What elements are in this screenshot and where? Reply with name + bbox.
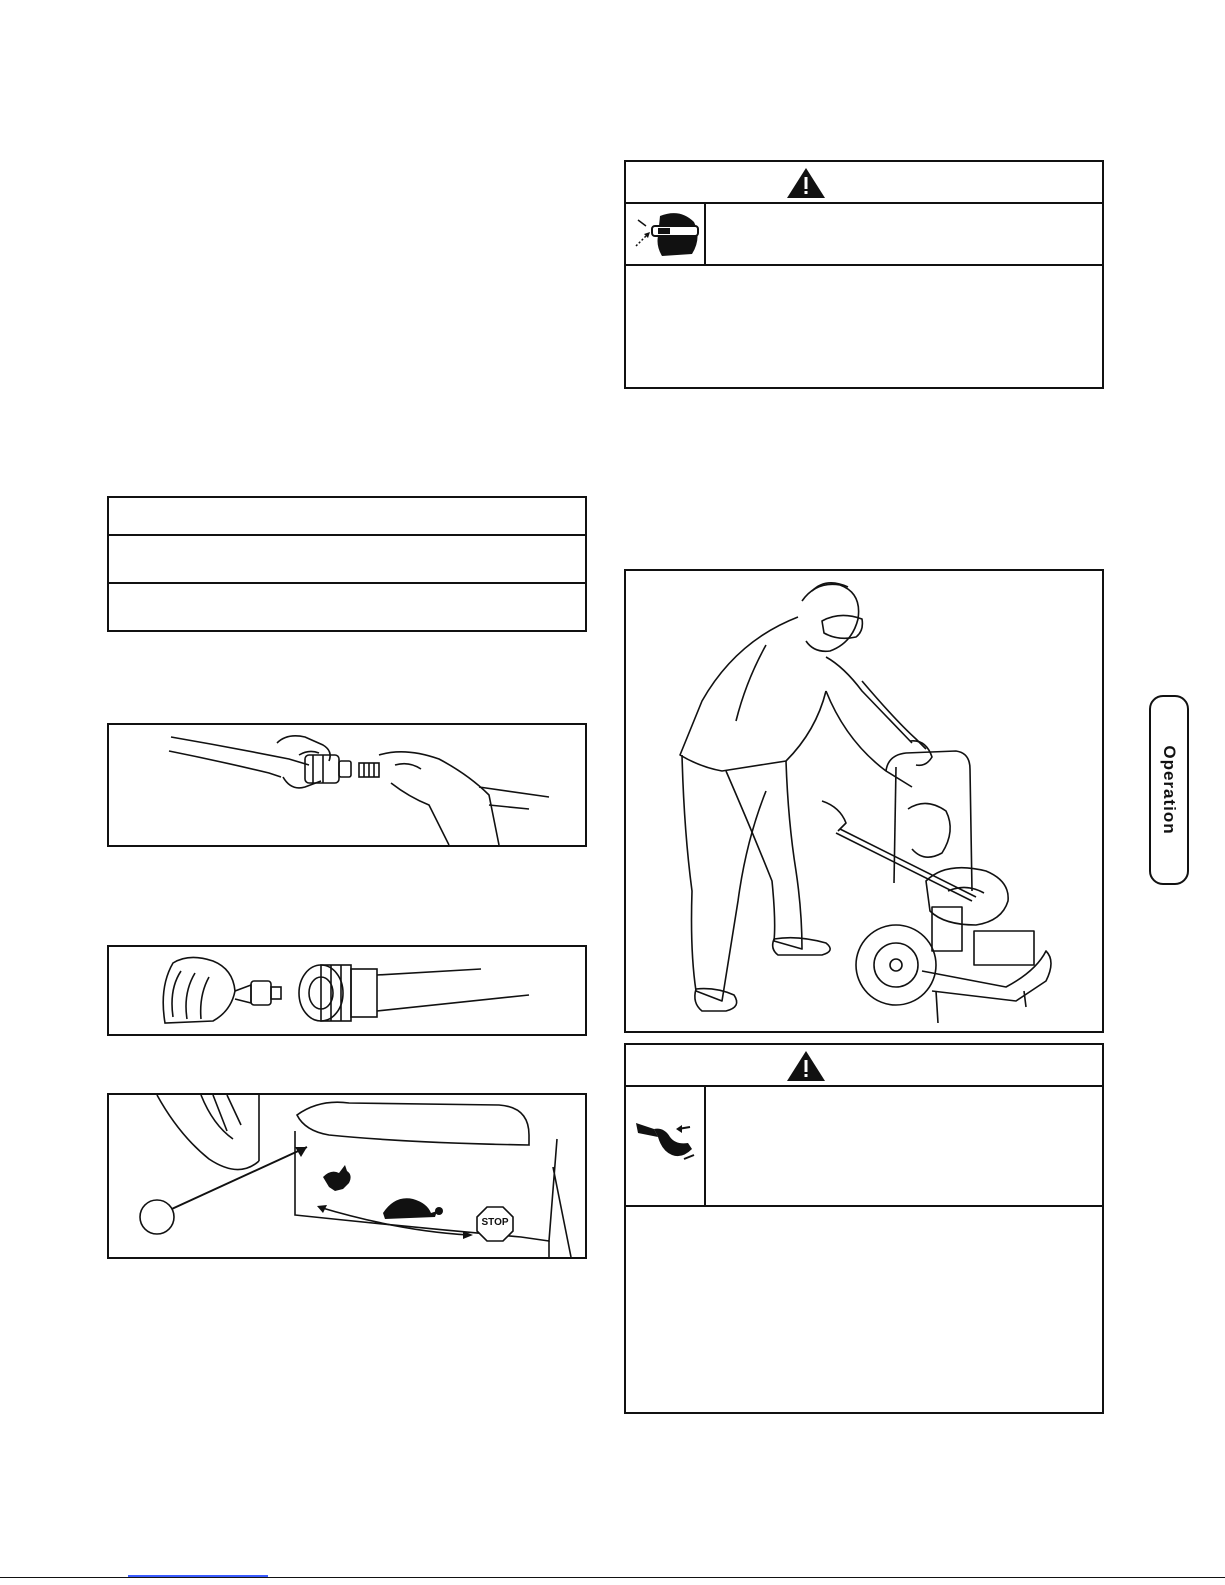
throttle-figure bbox=[107, 1093, 587, 1259]
high-pressure-injection-icon bbox=[632, 1115, 700, 1167]
stop-label: STOP bbox=[481, 1217, 509, 1228]
operator-figure bbox=[624, 569, 1104, 1033]
footer-link[interactable] bbox=[128, 1575, 268, 1577]
eye-protection-warning-box bbox=[624, 160, 1104, 389]
nozzle-coupler-figure bbox=[107, 945, 587, 1036]
throttle-control-drawing bbox=[109, 1095, 585, 1257]
nozzle-and-coupler-drawing bbox=[109, 947, 585, 1034]
section-tab-label: Operation bbox=[1160, 745, 1179, 835]
quick-connect-figure bbox=[107, 723, 587, 847]
table-row bbox=[109, 534, 585, 536]
warning-triangle-icon bbox=[786, 1050, 826, 1082]
injection-warning-box bbox=[624, 1043, 1104, 1414]
section-tab-operation[interactable] bbox=[1149, 695, 1189, 885]
table-row bbox=[109, 582, 585, 584]
eye-protection-icon bbox=[632, 206, 700, 260]
warning-triangle-icon bbox=[786, 167, 826, 199]
operator-pushing-pressure-washer-drawing bbox=[626, 571, 1102, 1031]
specification-table bbox=[107, 496, 587, 632]
hose-quick-connect-drawing bbox=[109, 725, 585, 845]
footer-rule bbox=[0, 1577, 1225, 1578]
